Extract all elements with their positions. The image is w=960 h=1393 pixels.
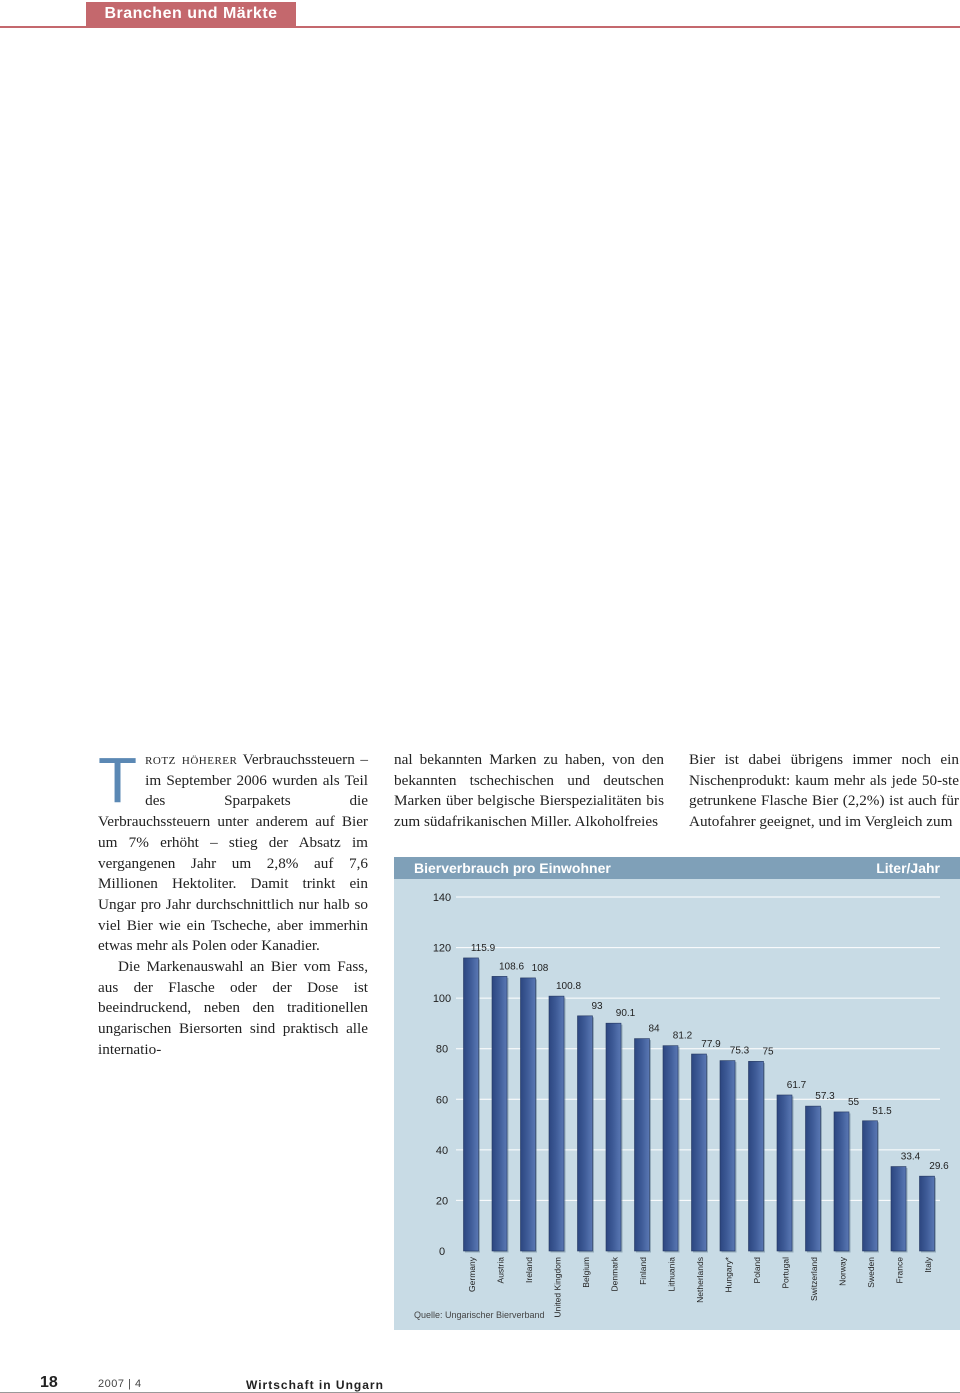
y-tick-label: 120 <box>432 942 452 955</box>
data-label: 108.6 <box>498 961 525 973</box>
chart-source: Quelle: Ungarischer Bierverband <box>414 1310 545 1320</box>
data-label: 108 <box>531 962 549 974</box>
beer-consumption-chart <box>394 857 960 1330</box>
bar-lithuania <box>663 1046 678 1251</box>
bar-switzerland <box>806 1106 821 1251</box>
bar-belgium <box>578 1016 593 1251</box>
chart-plot <box>394 857 960 1330</box>
y-tick-label: 20 <box>435 1195 449 1208</box>
page-number: 18 <box>40 1374 58 1391</box>
category-label: Poland <box>752 1257 762 1284</box>
article-column-2 <box>394 750 664 833</box>
section-label: Branchen und Märkte <box>86 2 296 26</box>
bar-ireland <box>521 978 536 1251</box>
data-label: 29.6 <box>929 1161 949 1173</box>
top-bar <box>0 0 960 30</box>
data-label: 61.7 <box>786 1079 807 1091</box>
category-label: Hungary* <box>723 1257 734 1293</box>
category-label: United Kingdom <box>552 1257 563 1318</box>
y-tick-label: 60 <box>435 1094 449 1107</box>
bar-denmark <box>606 1023 621 1251</box>
article-column-1 <box>98 744 368 1061</box>
data-label: 93 <box>591 1000 603 1012</box>
paragraph-3: nal bekannten Marken zu haben, von den bekannten tschechischen und deutschen Marken über belgische Bierspezialitäten bis zum südafrikanischen Miller. Alkoholfreies <box>394 751 664 831</box>
category-label: Belgium <box>581 1257 591 1288</box>
data-label: 75 <box>762 1046 774 1058</box>
chart-header <box>394 857 960 879</box>
category-label: Denmark <box>609 1257 620 1292</box>
article-column-3 <box>689 750 959 833</box>
lead-in: rotz höherer <box>145 751 238 768</box>
category-label: France <box>894 1257 905 1284</box>
bar-france <box>891 1167 906 1251</box>
category-label: Switzerland <box>809 1257 819 1301</box>
category-label: Italy <box>923 1257 933 1273</box>
data-label: 90.1 <box>615 1008 636 1020</box>
category-label: Netherlands <box>695 1257 705 1303</box>
bar-austria <box>492 976 507 1251</box>
paragraph-1: Verbrauchssteuern – im September 2006 wurden als Teil des Sparpakets die Verbrauchssteuern unter anderem auf Bier um 7% erhöht – stieg der Absatz im vergangenen Jahr um 2,8% auf 7,6 Millionen Hektoliter. Damit trinkt ein Ungar pro Jahr durchschnittlich nur halb so viel Bier wie ein Tscheche, aber immerhin etwas mehr als Polen oder Kanadier. <box>98 751 368 955</box>
page-footer <box>0 1370 960 1393</box>
chart-unit: Liter/Jahr <box>876 860 940 876</box>
bar-hungary- <box>720 1061 735 1251</box>
data-label: 77.9 <box>701 1039 721 1051</box>
bar-netherlands <box>692 1054 707 1251</box>
data-label: 57.3 <box>815 1091 835 1103</box>
data-label: 55 <box>847 1096 860 1108</box>
bar-united-kingdom <box>549 996 564 1251</box>
bar-sweden <box>863 1121 878 1251</box>
y-tick-label: 0 <box>438 1246 446 1258</box>
bar-portugal <box>777 1095 792 1251</box>
data-label: 115.9 <box>470 942 496 954</box>
chart-title: Bierverbrauch pro Einwohner <box>414 860 611 876</box>
y-tick-label: 40 <box>435 1144 449 1157</box>
bar-finland <box>635 1039 650 1251</box>
data-label: 84 <box>648 1023 660 1035</box>
magazine-name: Wirtschaft in Ungarn <box>246 1378 384 1392</box>
bar-germany <box>464 958 479 1251</box>
top-rule <box>0 26 960 28</box>
paragraph-2: Die Markenauswahl an Bier vom Fass, aus der Flasche oder der Dose ist beeindruckend, neben den traditionellen ungarischen Biersorten sind praktisch alle internatio- <box>98 958 368 1058</box>
bar-norway <box>834 1112 849 1251</box>
issue-number: 2007 | 4 <box>98 1378 142 1390</box>
category-label: Austria <box>495 1257 506 1284</box>
y-tick-label: 100 <box>432 993 452 1006</box>
paragraph-4: Bier ist dabei übrigens immer noch ein Nischenprodukt: kaum mehr als jede 50-ste getrunkene Flasche Bier (2,2%) ist auch für Autofahrer geeignet, und im Vergleich zum <box>689 751 959 831</box>
category-label: Portugal <box>780 1257 791 1289</box>
data-label: 100.8 <box>555 981 582 993</box>
bar-italy <box>920 1176 935 1251</box>
data-label: 51.5 <box>872 1105 892 1117</box>
drop-cap: T <box>98 744 138 816</box>
y-tick-label: 80 <box>435 1043 449 1056</box>
data-label: 33.4 <box>900 1151 921 1163</box>
bar-poland <box>749 1061 764 1251</box>
category-label: Germany <box>467 1257 477 1292</box>
category-label: Ireland <box>524 1257 534 1283</box>
category-label: Sweden <box>866 1257 876 1288</box>
data-label: 75.3 <box>729 1045 750 1057</box>
category-label: Lithuania <box>666 1257 677 1292</box>
category-label: Norway <box>837 1257 848 1286</box>
category-label: Finland <box>638 1257 648 1285</box>
y-tick-label: 140 <box>432 892 452 904</box>
data-label: 81.2 <box>672 1030 693 1042</box>
